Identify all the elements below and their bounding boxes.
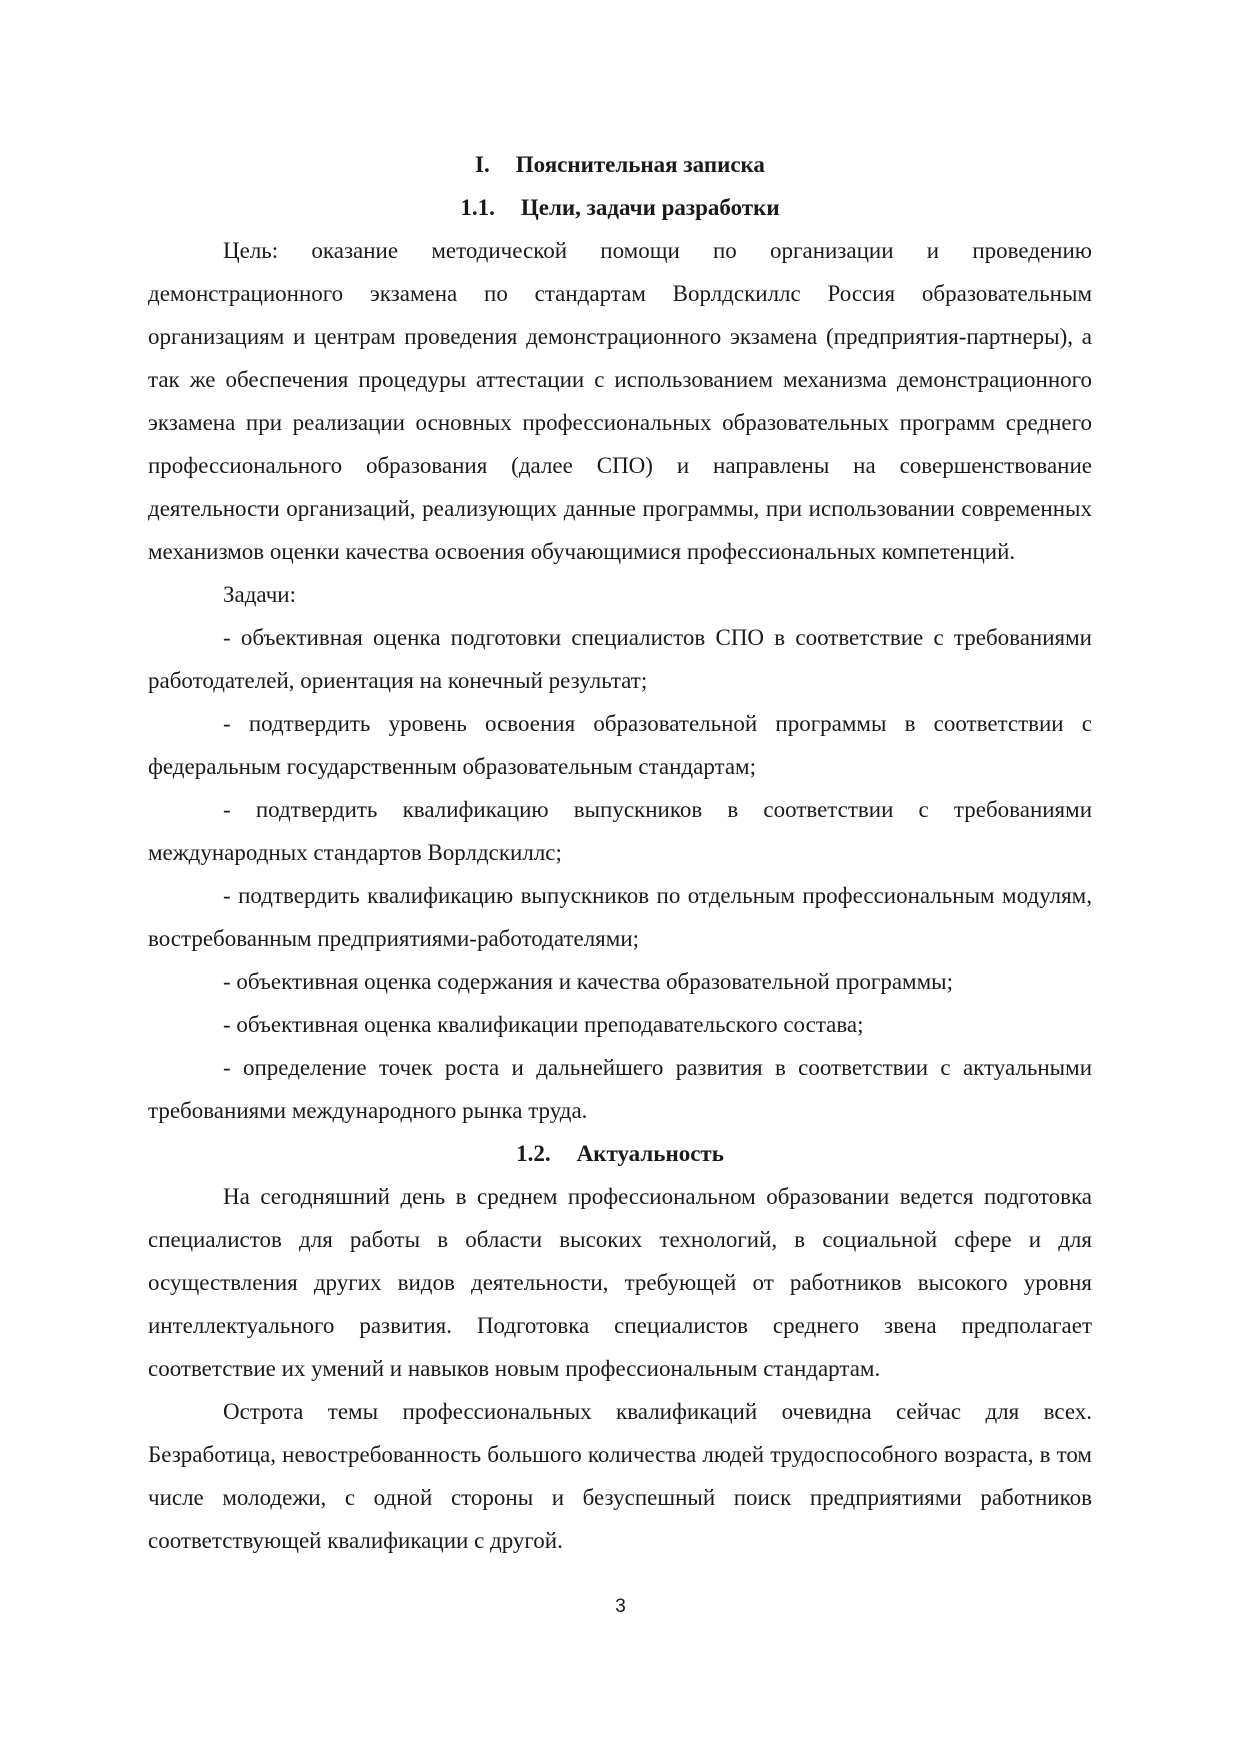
subsection-heading-relevance <box>148 1132 1092 1175</box>
subsection-number: 1.2. <box>516 1141 551 1166</box>
relevance-paragraph: Острота темы профессиональных квалификаций очевидна сейчас для всех. Безработица, невостребованность большого количества людей трудоспособного возраста, в том числе молодежи, с одной стороны и безуспешный поиск предприятиями работников соответствующей квалификации с другой. <box>148 1399 1092 1553</box>
subsection-title: Цели, задачи разработки <box>520 195 780 220</box>
subsection-number: 1.1. <box>460 195 495 220</box>
task-item: - объективная оценка подготовки специалистов СПО в соответствие с требованиями работодателей, ориентация на конечный результат; <box>148 625 1092 693</box>
section-heading <box>148 143 1092 186</box>
page-number: 3 <box>615 1596 626 1617</box>
task-item: - определение точек роста и дальнейшего развития в соответствии с актуальными требованиями международного рынка труда. <box>148 1055 1092 1123</box>
task-item: - подтвердить уровень освоения образовательной программы в соответствии с федеральным государственным образовательным стандартам; <box>148 711 1092 779</box>
section-number: I. <box>475 152 490 177</box>
section-title: Пояснительная записка <box>515 152 765 177</box>
task-item: - объективная оценка содержания и качества образовательной программы; <box>223 969 954 994</box>
task-item: - объективная оценка квалификации преподавательского состава; <box>223 1012 864 1037</box>
page-content <box>148 143 1092 1562</box>
subsection-title: Актуальность <box>576 1141 724 1166</box>
subsection-heading-goals <box>148 186 1092 229</box>
relevance-paragraph: На сегодняшний день в среднем профессиональном образовании ведется подготовка специалистов для работы в области высоких технологий, в социальной сфере и для осуществления других видов деятельности, требующей от работников высокого уровня интеллектуального развития. Подготовка специалистов среднего звена предполагает соответствие их умений и навыков новым профессиональным стандартам. <box>148 1184 1092 1381</box>
goal-paragraph: Цель: оказание методической помощи по организации и проведению демонстрационного экзамена по стандартам Ворлдскиллс Россия образовательным организациям и центрам проведения демонстрационного экзамена (предприятия-партнеры), а так же обеспечения процедуры аттестации с использованием механизма демонстрационного экзамена при реализации основных профессиональных образовательных программ среднего профессионального образования (далее СПО) и направлены на совершенствование деятельности организаций, реализующих данные программы, при использовании современных механизмов оценки качества освоения обучающимися профессиональных компетенций. <box>148 238 1092 564</box>
task-item: - подтвердить квалификацию выпускников по отдельным профессиональным модулям, востребованным предприятиями-работодателями; <box>148 883 1092 951</box>
task-item: - подтвердить квалификацию выпускников в соответствии с требованиями международных стандартов Ворлдскиллс; <box>148 797 1092 865</box>
tasks-label: Задачи: <box>223 582 296 607</box>
